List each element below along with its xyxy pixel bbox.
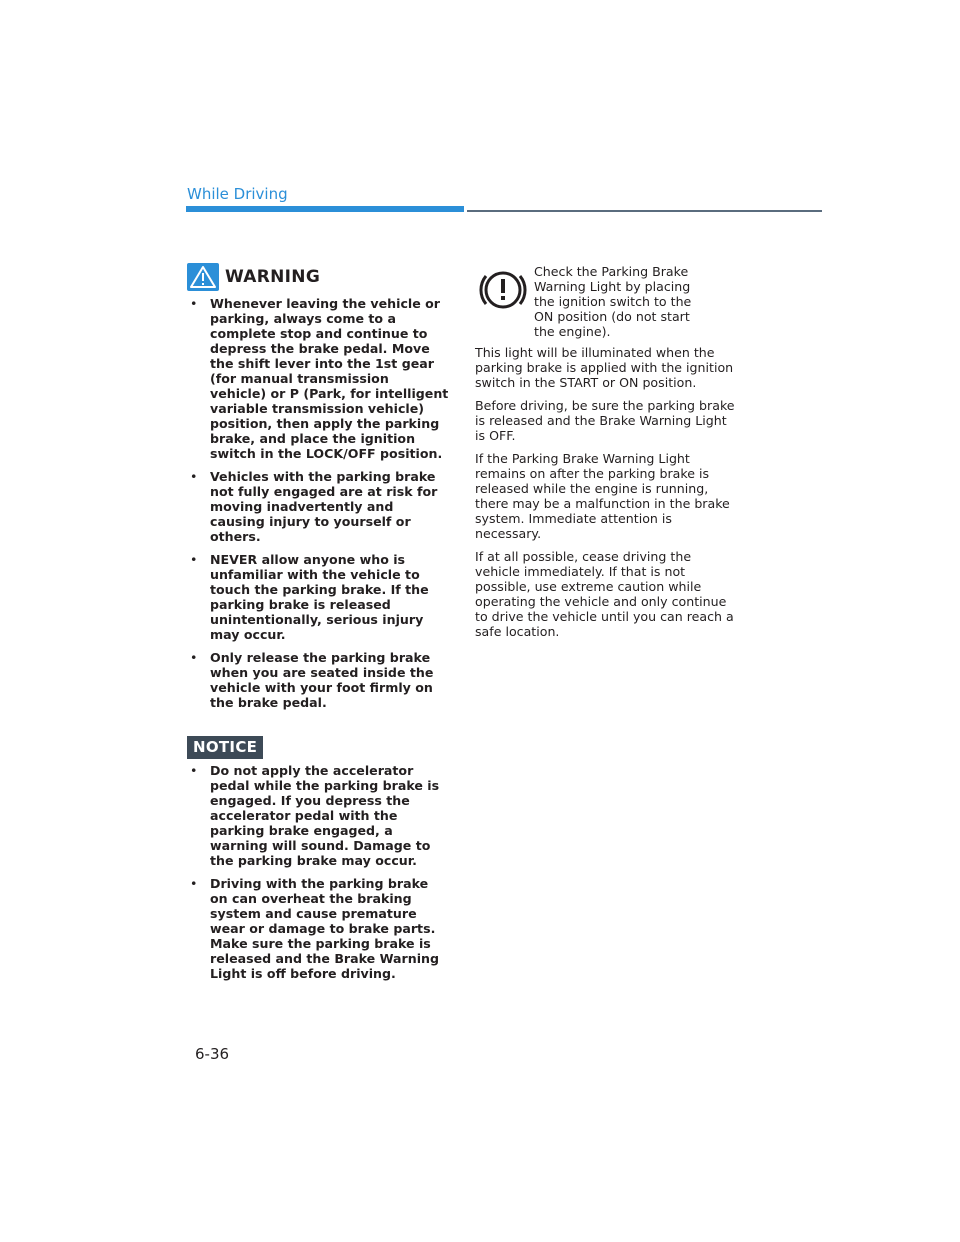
header-rule-thin xyxy=(467,210,822,212)
warning-item: • Vehicles with the parking brake not fully engaged are at risk for moving inadvertently and causing injury to yourself or others. xyxy=(187,469,449,544)
paragraph: If at all possible, cease driving the vehicle immediately. If that is not possible, use extreme caution while operating the vehicle and only continue to drive the vehicle until you can reach a safe location. xyxy=(475,549,734,639)
warning-list xyxy=(187,296,449,710)
paragraph: If the Parking Brake Warning Light remains on after the parking brake is released while the engine is running, there may be a malfunction in the brake system. Immediate attention is necessary. xyxy=(475,451,730,541)
warning-triangle-icon xyxy=(187,263,219,291)
notice-item: • Do not apply the accelerator pedal while the parking brake is engaged. If you depress the accelerator pedal with the parking brake engaged, a warning will sound. Damage to the parking brake may occur. xyxy=(187,763,449,868)
warning-title: WARNING xyxy=(225,267,321,287)
paragraph: This light will be illuminated when the parking brake is applied with the ignition switch in the START or ON position. xyxy=(475,345,734,390)
brake-indicator-block xyxy=(475,262,737,339)
warning-item: • Whenever leaving the vehicle or parking, always come to a complete stop and continue to depress the brake pedal. Move the shift lever into the 1st gear (for manual transmission vehicle) or P (Park, for intelligent variable transmission vehicle) position, then apply the parking brake, and place the ignition switch in the LOCK/OFF position. xyxy=(187,296,449,461)
notice-badge: NOTICE xyxy=(187,736,263,759)
header-rule-thick xyxy=(186,206,464,212)
indicator-text: Check the Parking Brake Warning Light by placing the ignition switch to the ON position (do not start the engine). xyxy=(534,264,692,339)
left-column xyxy=(187,262,449,989)
right-column xyxy=(475,262,737,639)
notice-list xyxy=(187,763,449,981)
paragraph: Before driving, be sure the parking brake is released and the Brake Warning Light is OFF. xyxy=(475,398,735,443)
warning-heading xyxy=(187,262,449,292)
warning-item: • NEVER allow anyone who is unfamiliar with the vehicle to touch the parking brake. If the parking brake is released unintentionally, serious injury may occur. xyxy=(187,552,449,642)
brake-warning-light-icon xyxy=(475,262,531,318)
notice-item: • Driving with the parking brake on can overheat the braking system and cause premature wear or damage to brake parts. Make sure the parking brake is released and the Brake Warning Light is off before driving. xyxy=(187,876,449,981)
page-number: 6-36 xyxy=(195,1045,230,1063)
warning-item: • Only release the parking brake when you are seated inside the vehicle with your foot firmly on the brake pedal. xyxy=(187,650,449,710)
section-title: While Driving xyxy=(187,185,288,203)
